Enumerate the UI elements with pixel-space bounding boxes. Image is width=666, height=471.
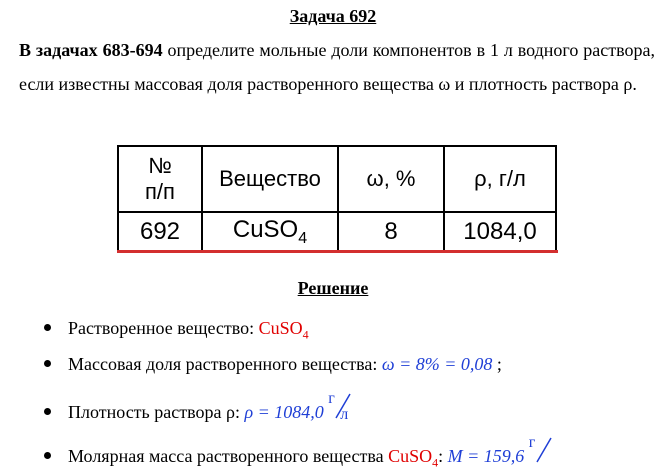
list-item: Молярная масса растворенного вещества CuSO$_4$: M = 159,6 г [44, 440, 555, 471]
header-substance: Вещество [202, 146, 338, 212]
table-underline [117, 250, 558, 253]
list-item: Массовая доля растворенного вещества: ω = 8% = 0,08 ; [44, 354, 502, 375]
cell-number: 692 [118, 212, 202, 251]
unit-fraction: г л [328, 396, 354, 426]
header-number: № п/п [118, 146, 202, 212]
task-range: В задачах 683-694 [19, 40, 163, 60]
cell-rho: 1084,0 [444, 212, 556, 251]
header-omega: ω, % [338, 146, 444, 212]
task-title: Задача 692 [289, 6, 377, 26]
bullet-icon [44, 324, 51, 331]
bullet-icon [44, 408, 51, 415]
rho-formula: ρ = 1084,0 [244, 402, 324, 422]
molar-mass-formula: M = 159,6 [447, 446, 525, 466]
bullet-icon [44, 452, 51, 459]
solution-title: Решение [297, 278, 369, 298]
task-statement [19, 33, 655, 101]
table-row [118, 212, 556, 251]
bullet-icon [44, 360, 51, 367]
list-item: Плотность раствора ρ: ρ = 1084,0 г л [44, 396, 354, 426]
data-table [117, 145, 557, 252]
task-text: определите мольные доли компонентов в 1 л водного раствора, если известны массовая доля растворенного вещества ω и плотность раствора ρ. [19, 40, 655, 94]
cell-substance: CuSO$_4$ [202, 212, 338, 251]
unit-fraction: г [529, 440, 555, 470]
list-item: Растворенное вещество: CuSO$_4$ [44, 318, 309, 343]
header-rho: ρ, г/л [444, 146, 556, 212]
cell-omega: 8 [338, 212, 444, 251]
omega-formula: ω = 8% = 0,08 [381, 354, 493, 374]
table-header-row [118, 146, 556, 212]
